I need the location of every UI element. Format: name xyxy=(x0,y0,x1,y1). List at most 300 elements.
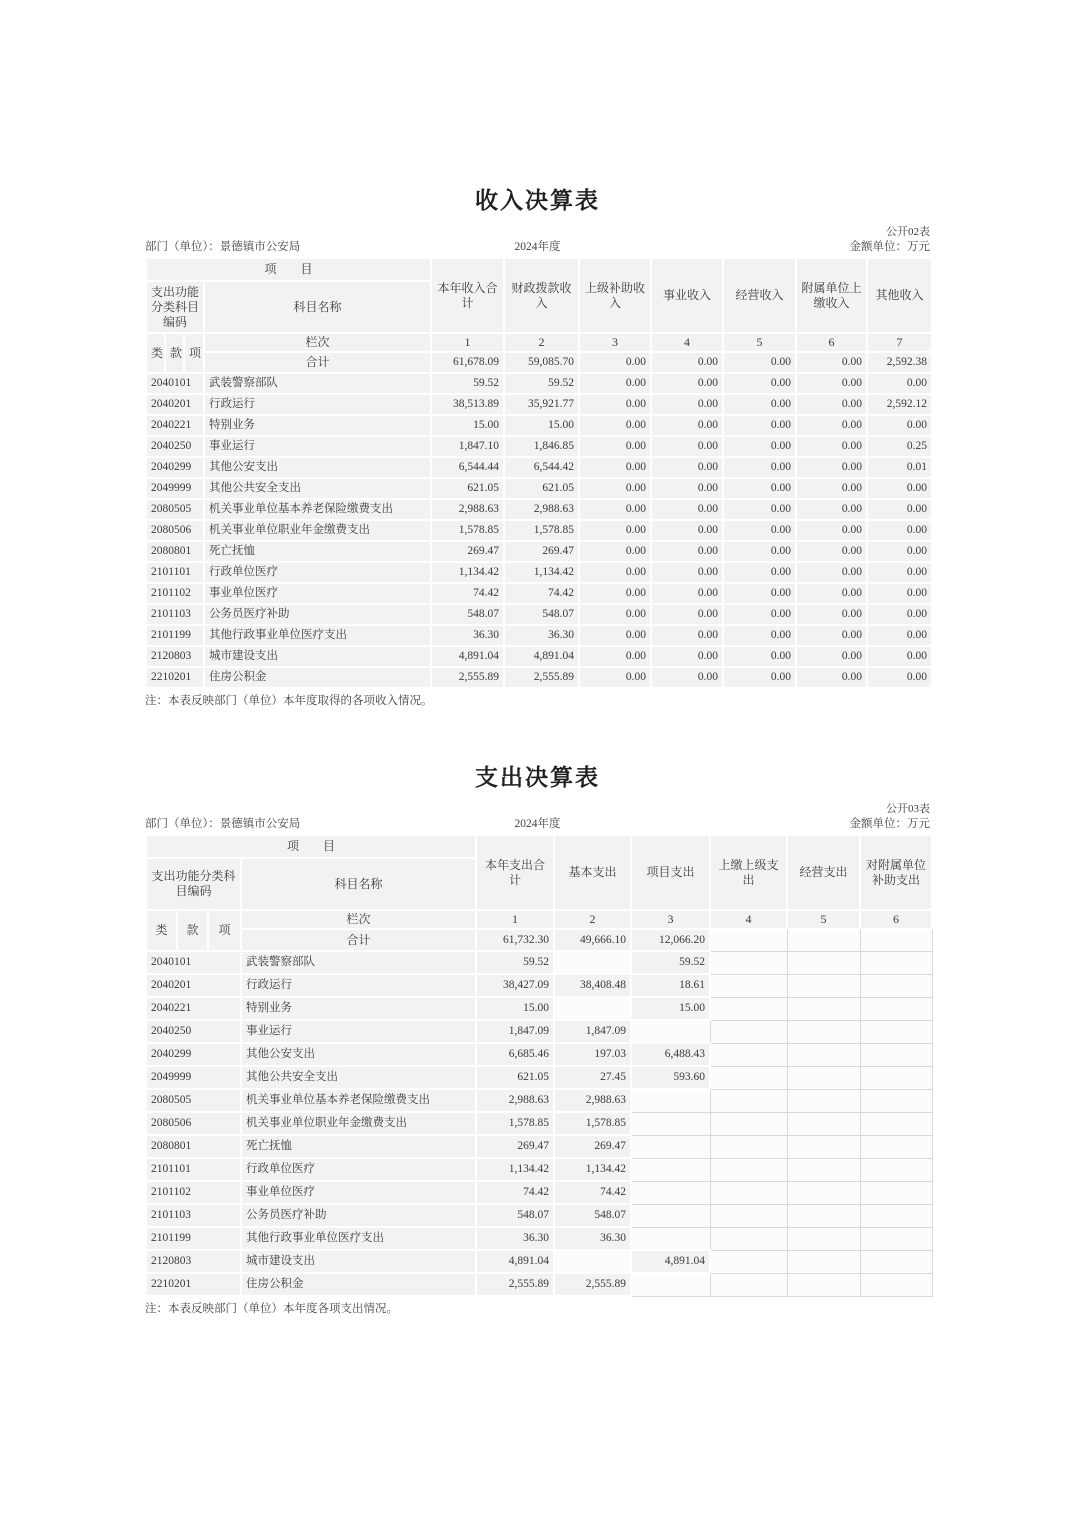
income-rank-row xyxy=(146,333,932,352)
subject-code-cell: 2080506 xyxy=(146,1112,241,1135)
value-cell xyxy=(787,1066,860,1089)
value-cell: 0.00 xyxy=(867,583,932,604)
table-row xyxy=(146,1135,932,1158)
value-cell xyxy=(710,951,787,974)
value-cell: 0.00 xyxy=(723,667,796,688)
subject-name-cell: 行政单位医疗 xyxy=(241,1158,476,1181)
value-cell xyxy=(710,1181,787,1204)
value-cell: 1,847.09 xyxy=(554,1020,631,1043)
value-cell: 0.00 xyxy=(867,478,932,499)
subject-code-cell: 2101199 xyxy=(146,625,204,646)
value-cell xyxy=(710,1020,787,1043)
value-cell: 0.00 xyxy=(579,373,651,394)
value-cell: 74.42 xyxy=(476,1181,554,1204)
rank-number-cell: 3 xyxy=(579,333,651,352)
subject-name-cell: 公务员医疗补助 xyxy=(241,1204,476,1227)
value-cell xyxy=(710,1089,787,1112)
value-cell xyxy=(787,974,860,997)
value-cell: 0.00 xyxy=(651,457,723,478)
income-table-body xyxy=(146,373,932,688)
rank-number-cell: 6 xyxy=(860,910,932,929)
value-cell: 0.00 xyxy=(651,478,723,499)
subject-code-cell: 2040201 xyxy=(146,394,204,415)
total-value-cell: 0.00 xyxy=(796,352,867,373)
value-cell: 0.00 xyxy=(796,583,867,604)
income-year: 2024年度 xyxy=(514,241,561,253)
value-cell: 0.00 xyxy=(723,541,796,562)
subject-name-header-cell: 科目名称 xyxy=(204,281,431,333)
sub-code-header: 项 xyxy=(208,910,241,951)
income-total-row xyxy=(146,352,932,373)
value-cell: 38,513.89 xyxy=(431,394,504,415)
rank-number-cell: 2 xyxy=(504,333,579,352)
subject-name-cell: 机关事业单位基本养老保险缴费支出 xyxy=(241,1089,476,1112)
value-cell xyxy=(787,1273,860,1296)
value-cell xyxy=(631,1089,710,1112)
subject-name-cell: 武装警察部队 xyxy=(204,373,431,394)
value-cell: 0.00 xyxy=(579,583,651,604)
value-cell xyxy=(787,997,860,1020)
subject-name-cell: 城市建设支出 xyxy=(241,1250,476,1273)
value-cell: 15.00 xyxy=(504,415,579,436)
expenditure-rank-row xyxy=(146,910,932,929)
table-row xyxy=(146,1181,932,1204)
rank-number-cell: 7 xyxy=(867,333,932,352)
value-cell: 6,544.42 xyxy=(504,457,579,478)
expenditure-year: 2024年度 xyxy=(514,818,561,830)
value-cell xyxy=(710,1158,787,1181)
value-cell: 269.47 xyxy=(504,541,579,562)
value-cell: 1,847.09 xyxy=(476,1020,554,1043)
value-cell xyxy=(860,974,932,997)
value-cell xyxy=(787,1158,860,1181)
rank-number-cell: 4 xyxy=(651,333,723,352)
income-department: 部门（单位）：景德镇市公安局 xyxy=(145,241,301,253)
value-cell: 74.42 xyxy=(431,583,504,604)
value-cell: 2,988.63 xyxy=(504,499,579,520)
subject-code-cell: 2101102 xyxy=(146,1181,241,1204)
column-header: 上缴上级支出 xyxy=(710,835,787,910)
value-cell: 0.00 xyxy=(723,625,796,646)
table-row xyxy=(146,1250,932,1273)
subject-name-cell: 死亡抚恤 xyxy=(204,541,431,562)
value-cell xyxy=(787,1043,860,1066)
value-cell: 0.00 xyxy=(651,625,723,646)
income-header-row-item xyxy=(146,258,932,281)
value-cell: 0.25 xyxy=(867,436,932,457)
value-cell xyxy=(860,1181,932,1204)
table-row xyxy=(146,415,932,436)
value-cell xyxy=(710,1250,787,1273)
value-cell: 1,134.42 xyxy=(431,562,504,583)
value-cell xyxy=(860,1273,932,1296)
subject-name-cell: 机关事业单位职业年金缴费支出 xyxy=(241,1112,476,1135)
table-row xyxy=(146,1043,932,1066)
value-cell xyxy=(787,1181,860,1204)
subject-name-cell: 事业运行 xyxy=(241,1020,476,1043)
subject-code-cell: 2210201 xyxy=(146,1273,241,1296)
value-cell: 0.00 xyxy=(651,520,723,541)
table-row xyxy=(146,974,932,997)
sub-code-header: 类 xyxy=(146,910,177,951)
subject-code-cell: 2080801 xyxy=(146,541,204,562)
value-cell xyxy=(710,1227,787,1250)
value-cell: 74.42 xyxy=(504,583,579,604)
value-cell: 0.00 xyxy=(723,436,796,457)
code-header-cell: 支出功能分类科目编码 xyxy=(146,858,241,910)
table-row xyxy=(146,583,932,604)
table-row xyxy=(146,499,932,520)
subject-code-cell: 2040101 xyxy=(146,951,241,974)
value-cell: 36.30 xyxy=(504,625,579,646)
subject-name-cell: 住房公积金 xyxy=(241,1273,476,1296)
value-cell xyxy=(554,951,631,974)
value-cell xyxy=(710,1112,787,1135)
table-row xyxy=(146,1227,932,1250)
value-cell: 4,891.04 xyxy=(631,1250,710,1273)
total-label-cell: 合计 xyxy=(204,352,431,373)
table-row xyxy=(146,1089,932,1112)
column-header: 上级补助收入 xyxy=(579,258,651,333)
value-cell: 36.30 xyxy=(476,1227,554,1250)
table-row xyxy=(146,951,932,974)
column-header: 经营支出 xyxy=(787,835,860,910)
subject-code-cell: 2080505 xyxy=(146,1089,241,1112)
value-cell xyxy=(860,1227,932,1250)
value-cell xyxy=(631,1227,710,1250)
value-cell: 0.00 xyxy=(723,520,796,541)
value-cell: 0.00 xyxy=(867,520,932,541)
subject-code-cell: 2049999 xyxy=(146,1066,241,1089)
value-cell: 27.45 xyxy=(554,1066,631,1089)
value-cell xyxy=(710,974,787,997)
item-header-cell: 项 目 xyxy=(146,835,476,858)
value-cell: 18.61 xyxy=(631,974,710,997)
column-header: 本年收入合计 xyxy=(431,258,504,333)
value-cell: 593.60 xyxy=(631,1066,710,1089)
subject-name-cell: 事业单位医疗 xyxy=(204,583,431,604)
table-row xyxy=(146,562,932,583)
table-row xyxy=(146,1273,932,1296)
value-cell: 0.00 xyxy=(867,646,932,667)
value-cell xyxy=(631,1204,710,1227)
value-cell xyxy=(860,1204,932,1227)
expenditure-table-title: 支出决算表 xyxy=(475,764,600,790)
item-header-cell: 项 目 xyxy=(146,258,431,281)
total-value-cell: 59,085.70 xyxy=(504,352,579,373)
value-cell: 0.00 xyxy=(651,646,723,667)
subject-code-cell: 2101101 xyxy=(146,1158,241,1181)
value-cell xyxy=(787,951,860,974)
rank-number-cell: 1 xyxy=(431,333,504,352)
value-cell: 0.00 xyxy=(651,436,723,457)
value-cell xyxy=(710,1204,787,1227)
subject-name-cell: 死亡抚恤 xyxy=(241,1135,476,1158)
table-row xyxy=(146,667,932,688)
value-cell: 0.00 xyxy=(723,583,796,604)
value-cell xyxy=(710,1066,787,1089)
value-cell: 36.30 xyxy=(431,625,504,646)
column-header: 基本支出 xyxy=(554,835,631,910)
value-cell: 0.00 xyxy=(796,604,867,625)
subject-name-cell: 公务员医疗补助 xyxy=(204,604,431,625)
value-cell: 2,988.63 xyxy=(554,1089,631,1112)
value-cell: 0.00 xyxy=(796,520,867,541)
total-value-cell: 0.00 xyxy=(651,352,723,373)
subject-name-cell: 其他公共安全支出 xyxy=(241,1066,476,1089)
value-cell xyxy=(631,1273,710,1296)
value-cell: 621.05 xyxy=(476,1066,554,1089)
table-row xyxy=(146,541,932,562)
value-cell xyxy=(860,1158,932,1181)
subject-name-cell: 事业运行 xyxy=(204,436,431,457)
value-cell: 0.00 xyxy=(867,667,932,688)
code-header-cell: 支出功能分类科目编码 xyxy=(146,281,204,333)
subject-code-cell: 2120803 xyxy=(146,1250,241,1273)
total-value-cell xyxy=(710,929,787,951)
value-cell: 621.05 xyxy=(431,478,504,499)
expenditure-table xyxy=(145,834,933,1297)
value-cell: 0.00 xyxy=(723,415,796,436)
subject-name-cell: 行政运行 xyxy=(241,974,476,997)
subject-code-cell: 2040299 xyxy=(146,457,204,478)
value-cell: 0.00 xyxy=(867,415,932,436)
subject-code-cell: 2040221 xyxy=(146,997,241,1020)
value-cell: 0.00 xyxy=(579,499,651,520)
value-cell xyxy=(631,1181,710,1204)
total-value-cell xyxy=(860,929,932,951)
subject-code-cell: 2080801 xyxy=(146,1135,241,1158)
value-cell xyxy=(787,1089,860,1112)
value-cell: 0.00 xyxy=(723,394,796,415)
income-note: 注：本表反映部门（单位）本年度取得的各项收入情况。 xyxy=(145,695,433,707)
rank-label-cell: 栏次 xyxy=(204,333,431,352)
value-cell: 74.42 xyxy=(554,1181,631,1204)
value-cell: 4,891.04 xyxy=(504,646,579,667)
rank-number-cell: 1 xyxy=(476,910,554,929)
income-unit: 金额单位：万元 xyxy=(849,241,930,253)
expenditure-table-body xyxy=(146,951,932,1296)
value-cell: 1,578.85 xyxy=(431,520,504,541)
value-cell xyxy=(860,951,932,974)
value-cell: 0.00 xyxy=(579,625,651,646)
value-cell: 0.00 xyxy=(651,499,723,520)
value-cell: 0.00 xyxy=(796,562,867,583)
table-row xyxy=(146,1112,932,1135)
table-row xyxy=(146,436,932,457)
value-cell: 6,544.44 xyxy=(431,457,504,478)
column-header: 其他收入 xyxy=(867,258,932,333)
value-cell xyxy=(860,1112,932,1135)
value-cell: 1,134.42 xyxy=(554,1158,631,1181)
column-header: 本年支出合计 xyxy=(476,835,554,910)
table-row xyxy=(146,646,932,667)
subject-name-cell: 特别业务 xyxy=(241,997,476,1020)
value-cell: 59.52 xyxy=(431,373,504,394)
value-cell: 0.00 xyxy=(579,457,651,478)
value-cell: 0.00 xyxy=(579,520,651,541)
column-header: 附属单位上缴收入 xyxy=(796,258,867,333)
subject-name-cell: 机关事业单位基本养老保险缴费支出 xyxy=(204,499,431,520)
subject-name-cell: 特别业务 xyxy=(204,415,431,436)
value-cell xyxy=(631,1112,710,1135)
expenditure-meta-row xyxy=(145,817,930,832)
value-cell xyxy=(860,997,932,1020)
value-cell: 15.00 xyxy=(431,415,504,436)
value-cell: 6,488.43 xyxy=(631,1043,710,1066)
value-cell xyxy=(860,1089,932,1112)
column-header: 事业收入 xyxy=(651,258,723,333)
value-cell: 0.00 xyxy=(723,604,796,625)
value-cell xyxy=(787,1227,860,1250)
total-value-cell: 0.00 xyxy=(579,352,651,373)
value-cell: 197.03 xyxy=(554,1043,631,1066)
sub-code-header: 类 xyxy=(146,333,165,373)
expenditure-note: 注：本表反映部门（单位）本年度各项支出情况。 xyxy=(145,1303,398,1315)
value-cell: 0.00 xyxy=(867,499,932,520)
subject-code-cell: 2080506 xyxy=(146,520,204,541)
value-cell: 0.01 xyxy=(867,457,932,478)
value-cell: 0.00 xyxy=(579,415,651,436)
value-cell: 38,408.48 xyxy=(554,974,631,997)
value-cell: 2,555.89 xyxy=(554,1273,631,1296)
value-cell: 4,891.04 xyxy=(476,1250,554,1273)
value-cell: 0.00 xyxy=(796,541,867,562)
value-cell: 0.00 xyxy=(579,478,651,499)
subject-code-cell: 2040299 xyxy=(146,1043,241,1066)
value-cell: 0.00 xyxy=(867,562,932,583)
subject-name-header-cell: 科目名称 xyxy=(241,858,476,910)
expenditure-department: 部门（单位）：景德镇市公安局 xyxy=(145,818,301,830)
value-cell xyxy=(860,1250,932,1273)
column-header: 财政拨款收入 xyxy=(504,258,579,333)
value-cell: 59.52 xyxy=(476,951,554,974)
value-cell: 0.00 xyxy=(796,625,867,646)
subject-name-cell: 机关事业单位职业年金缴费支出 xyxy=(204,520,431,541)
value-cell: 0.00 xyxy=(579,562,651,583)
value-cell: 0.00 xyxy=(651,583,723,604)
table-row xyxy=(146,373,932,394)
subject-code-cell: 2101102 xyxy=(146,583,204,604)
subject-name-cell: 住房公积金 xyxy=(204,667,431,688)
subject-name-cell: 行政单位医疗 xyxy=(204,562,431,583)
subject-name-cell: 其他行政事业单位医疗支出 xyxy=(204,625,431,646)
value-cell: 0.00 xyxy=(867,625,932,646)
subject-name-cell: 其他公安支出 xyxy=(241,1043,476,1066)
value-cell: 0.00 xyxy=(796,478,867,499)
expenditure-section xyxy=(145,765,930,1317)
subject-name-cell: 城市建设支出 xyxy=(204,646,431,667)
subject-code-cell: 2210201 xyxy=(146,667,204,688)
value-cell xyxy=(787,1135,860,1158)
value-cell: 0.00 xyxy=(723,478,796,499)
value-cell: 2,988.63 xyxy=(476,1089,554,1112)
value-cell: 0.00 xyxy=(651,394,723,415)
subject-code-cell: 2040250 xyxy=(146,1020,241,1043)
value-cell: 1,847.10 xyxy=(431,436,504,457)
expenditure-total-row xyxy=(146,929,932,951)
subject-code-cell: 2040221 xyxy=(146,415,204,436)
value-cell: 0.00 xyxy=(796,394,867,415)
value-cell xyxy=(860,1020,932,1043)
value-cell: 0.00 xyxy=(796,373,867,394)
value-cell xyxy=(710,1273,787,1296)
rank-number-cell: 4 xyxy=(710,910,787,929)
value-cell: 0.00 xyxy=(796,667,867,688)
value-cell: 0.00 xyxy=(579,436,651,457)
subject-code-cell: 2040250 xyxy=(146,436,204,457)
rank-label-cell: 栏次 xyxy=(241,910,476,929)
value-cell: 2,592.12 xyxy=(867,394,932,415)
subject-name-cell: 其他公共安全支出 xyxy=(204,478,431,499)
total-value-cell: 2,592.38 xyxy=(867,352,932,373)
value-cell: 0.00 xyxy=(579,604,651,625)
total-label-cell: 合计 xyxy=(241,929,476,951)
subject-code-cell: 2101103 xyxy=(146,1204,241,1227)
value-cell: 6,685.46 xyxy=(476,1043,554,1066)
total-value-cell: 0.00 xyxy=(723,352,796,373)
value-cell xyxy=(787,1020,860,1043)
value-cell: 0.00 xyxy=(867,373,932,394)
value-cell: 38,427.09 xyxy=(476,974,554,997)
value-cell: 0.00 xyxy=(723,373,796,394)
table-row xyxy=(146,1158,932,1181)
value-cell xyxy=(860,1135,932,1158)
table-row xyxy=(146,1020,932,1043)
value-cell: 0.00 xyxy=(651,562,723,583)
table-row xyxy=(146,394,932,415)
value-cell: 0.00 xyxy=(579,646,651,667)
table-row xyxy=(146,625,932,646)
value-cell: 1,134.42 xyxy=(476,1158,554,1181)
value-cell: 0.00 xyxy=(651,541,723,562)
value-cell: 0.00 xyxy=(867,604,932,625)
value-cell: 0.00 xyxy=(651,373,723,394)
value-cell xyxy=(710,1135,787,1158)
income-table xyxy=(145,257,933,689)
expenditure-public-label: 公开03表 xyxy=(886,803,930,815)
value-cell: 2,555.89 xyxy=(431,667,504,688)
value-cell: 1,134.42 xyxy=(504,562,579,583)
value-cell: 0.00 xyxy=(723,457,796,478)
rank-number-cell: 5 xyxy=(723,333,796,352)
expenditure-header-row-item xyxy=(146,835,932,858)
table-row xyxy=(146,478,932,499)
column-header: 项目支出 xyxy=(631,835,710,910)
column-header: 经营收入 xyxy=(723,258,796,333)
value-cell: 1,578.85 xyxy=(504,520,579,541)
value-cell: 35,921.77 xyxy=(504,394,579,415)
value-cell: 269.47 xyxy=(431,541,504,562)
value-cell xyxy=(631,1158,710,1181)
value-cell: 0.00 xyxy=(796,436,867,457)
value-cell xyxy=(860,1066,932,1089)
value-cell: 36.30 xyxy=(554,1227,631,1250)
value-cell: 0.00 xyxy=(723,562,796,583)
rank-number-cell: 6 xyxy=(796,333,867,352)
value-cell: 548.07 xyxy=(476,1204,554,1227)
value-cell: 0.00 xyxy=(867,541,932,562)
subject-code-cell: 2040201 xyxy=(146,974,241,997)
value-cell: 0.00 xyxy=(579,541,651,562)
value-cell: 548.07 xyxy=(431,604,504,625)
value-cell xyxy=(860,1043,932,1066)
value-cell: 0.00 xyxy=(723,499,796,520)
table-row xyxy=(146,1204,932,1227)
sub-code-header: 款 xyxy=(177,910,208,951)
value-cell: 2,555.89 xyxy=(504,667,579,688)
total-value-cell: 61,678.09 xyxy=(431,352,504,373)
